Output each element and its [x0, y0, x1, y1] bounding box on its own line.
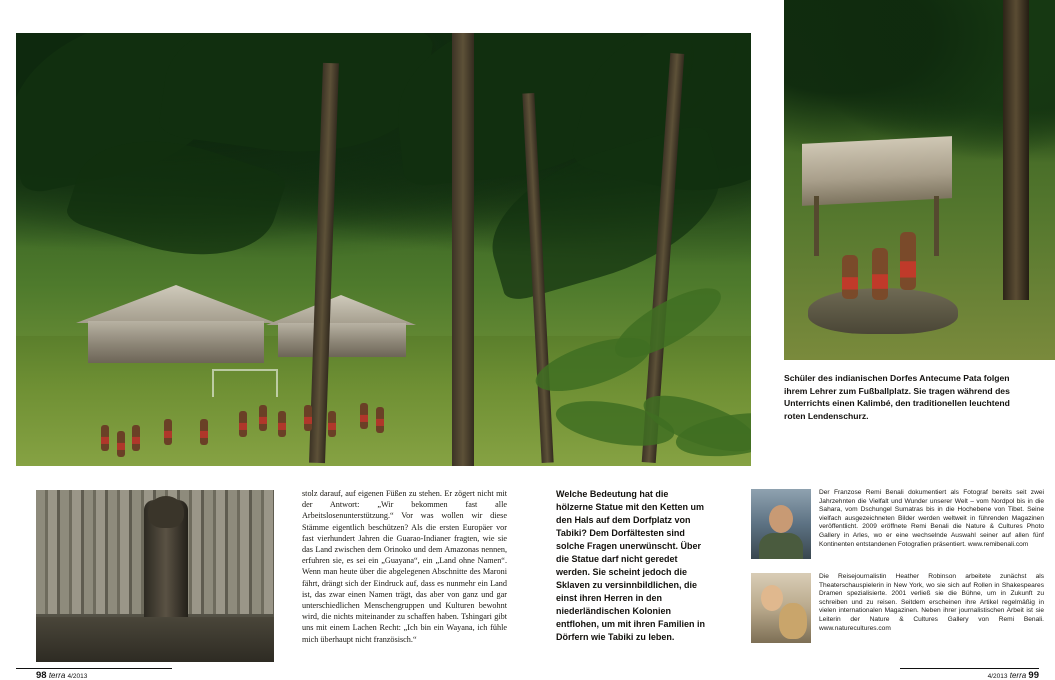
issue-left: 4/2013 — [67, 673, 88, 680]
statue-head — [148, 496, 184, 528]
magazine-name-right: terra — [1009, 671, 1027, 680]
child-figure — [132, 425, 140, 451]
child-figure — [376, 407, 384, 433]
bio-journalist: Die Reisejournalistin Heather Robinson arbeitete zunächst als Theaterschauspielerin in New York, wo sie sich auf Rollen in Shakespeares Dramen spezialisierte. 2001 verließ sie die Bühne, um in Zukunft zu schreiben und zu reisen. Seitdem erscheinen ihre Artikel regelmäßig in vielen internationalen Magazinen. Neben ihrer journalistischen Arbeit ist sie Leiterin der Nature & Cultures Gallery von Remi Benali. www.naturecultures.com — [819, 573, 1044, 632]
portrait-photographer — [751, 489, 811, 559]
shelter-roof — [802, 136, 952, 206]
folio-right — [988, 670, 1039, 680]
child-figure — [200, 419, 208, 445]
jungle-village-photo — [16, 33, 751, 466]
child-figure — [164, 419, 172, 445]
footer-rule-right — [900, 668, 1039, 669]
child-figure — [239, 411, 247, 437]
ground — [36, 617, 274, 662]
shelter-pole — [814, 196, 819, 256]
tree-trunk — [452, 33, 474, 466]
child-figure — [278, 411, 286, 437]
page-number-right: 99 — [1028, 670, 1039, 680]
student-figure — [900, 232, 916, 290]
students-photo — [784, 0, 1055, 360]
student-figure — [842, 255, 858, 299]
child-figure — [360, 403, 368, 429]
child-figure — [101, 425, 109, 451]
dog — [779, 603, 807, 639]
footer-rule-left — [16, 668, 172, 669]
body-text-column: stolz darauf, auf eigenen Füßen zu stehen. Er zögert nicht mit der Antwort: „Wir bekommen fast alle Arbeitslosenunterstützung.“ Vor was wollen wir diese Stämme eigentlich beschützen? Als die ersten Europäer vor fast vierhundert Jahren die Guarao-Indianer fragten, wie sie das Land zwischen dem Orinoko und dem Amazonas nennen, erfuhren sie, es sei ein „Guayana“, ein „Land ohne Namen“. Wenn man heute über die abgelegenen Abschnitte des Maroni fährt, drängt sich der Eindruck auf, dass es nunmehr ein Land ist, das zwar einen Namen trägt, das aber von ganz und gar unterschiedlichen Menschengruppen und Kulturen bewohnt wird, die nichts miteinander zu schaffen haben. Tshingari gibt uns mit einem Lachen Recht: „Ich bin ein Wayana, ich fühle mich überhaupt nicht französisch.“ — [302, 489, 507, 644]
tree-trunk — [1003, 0, 1029, 300]
wooden-statue-photo — [36, 490, 274, 662]
football-goal — [212, 369, 278, 397]
shelter-pole — [934, 196, 939, 256]
child-figure — [117, 431, 125, 457]
student-figure — [872, 248, 888, 300]
issue-right: 4/2013 — [987, 673, 1008, 680]
child-figure — [328, 411, 336, 437]
torso — [759, 533, 803, 559]
face — [769, 505, 793, 533]
magazine-name-left: terra — [48, 671, 66, 680]
child-figure — [304, 405, 312, 431]
bio-photographer: Der Franzose Remi Benali dokumentiert als Fotograf bereits seit zwei Jahrzehnten die Vielfalt und Wunder unserer Welt – vom Nordpol bis in die Sahara, vom Dschungel Sumatras bis in die Hochebene von Tibet. Seine vielfach ausgezeichneten Bilder werden weltweit in führenden Magazinen veröffentlicht. 2009 eröffnete Remi Benali die Nature & Cultures Photo Gallery in Arles, wo er eine wechselnde Auswahl seiner auf allen fünf Kontinenten entstandenen Fotografien präsentiert. www.remibenali.com — [819, 489, 1044, 548]
lead-text-column: Welche Bedeutung hat die hölzerne Statue mit den Ketten um den Hals auf dem Dorfplatz von Tabiki? Dem Dorfältesten sind solche Fragen unerwünscht. Über die Statue darf nicht geredet werden. Sie scheint jedoch die Sklaven zu versinnbildlichen, die einst ihren Herren in den niederländischen Kolonien entflohen, um mit ihren Familien in Dörfern wie Tabiki zu leben. — [556, 489, 706, 642]
hut-roof — [76, 285, 276, 323]
hut-body — [88, 321, 264, 363]
hut-roof — [266, 295, 416, 325]
portrait-journalist — [751, 573, 811, 643]
face — [761, 585, 783, 611]
page-number-left: 98 — [36, 670, 47, 680]
child-figure — [259, 405, 267, 431]
folio-left — [36, 670, 87, 680]
hut-body — [278, 323, 406, 357]
caption-students-photo: Schüler des indianischen Dorfes Antecume Pata folgen ihrem Lehrer zum Fußballplatz. Sie tragen während des Unterrichts einen Kalimbé, den traditionellen leuchtend roten Lendenschurz. — [784, 373, 1010, 421]
